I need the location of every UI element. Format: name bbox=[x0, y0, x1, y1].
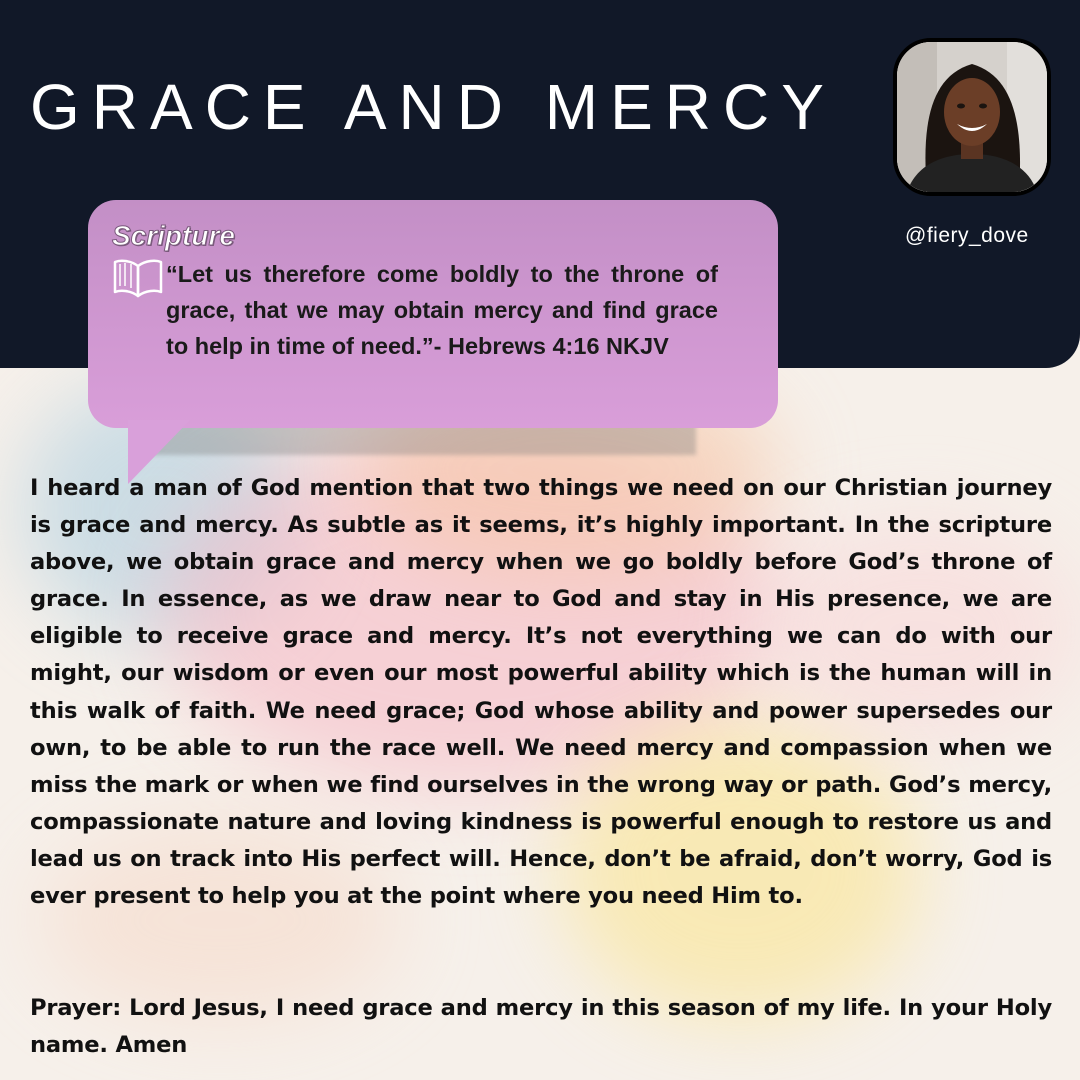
avatar bbox=[893, 38, 1051, 196]
devotional-paragraph: I heard a man of God mention that two things we need on our Christian journey is grace and mercy. As subtle as it seems, it’s highly important. In the scripture above, we obtain grace and mercy when we go boldly before God’s throne of grace. In essence, as we draw near to God and stay in His presence, we are eligible to receive grace and mercy. It’s not everything we can do with our might, our wisdom or even our most powerful ability which is the human will in this walk of faith. We need grace; God whose ability and power supersedes our own, to be able to run the race well. We need mercy and compassion when we miss the mark or when we find ourselves in the wrong way or path. God’s mercy, compassionate nature and loving kindness is powerful enough to restore us and lead us on track into His perfect will. Hence, don’t be afraid, don’t worry, God is ever present to help you at the point where you need Him to. bbox=[30, 475, 1052, 910]
scripture-label: Scripture bbox=[112, 220, 235, 251]
scripture-verse: “Let us therefore come boldly to the throne of grace, that we may obtain mercy and find grace to help in time of need.”- Hebrews 4:16 NKJV bbox=[166, 261, 718, 359]
profile-photo bbox=[897, 42, 1047, 192]
open-book-icon bbox=[112, 256, 164, 298]
page-title: GRACE AND MERCY bbox=[30, 71, 836, 143]
prayer-text: Prayer: Lord Jesus, I need grace and mercy in this season of my life. In your Holy name. Amen bbox=[30, 995, 1052, 1059]
social-handle: @fiery_dove bbox=[905, 224, 1029, 247]
